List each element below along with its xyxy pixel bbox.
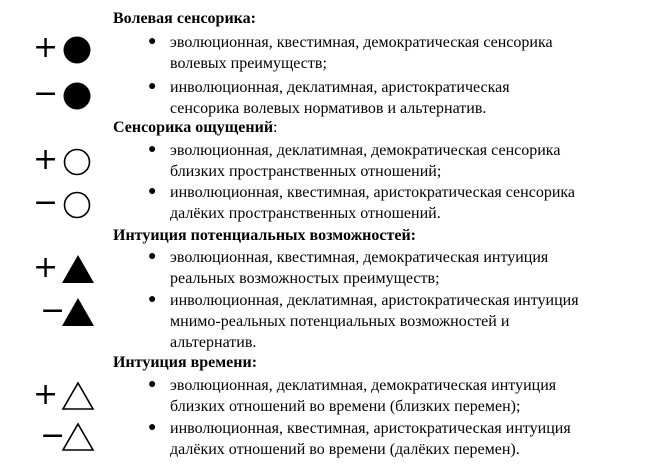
item-line: инволюционная, деклатимная, аристократическая интуиция bbox=[170, 292, 579, 309]
minus-sign: − bbox=[33, 76, 59, 111]
section-heading-sensorika-oshchushcheniy bbox=[113, 118, 278, 138]
plus-sign: + bbox=[33, 377, 59, 412]
minus-sign: − bbox=[40, 418, 66, 453]
item-line: близких пространственных отношений; bbox=[170, 163, 442, 180]
list-item bbox=[170, 140, 560, 182]
hollow-triangle-icon bbox=[60, 421, 96, 453]
list-item bbox=[170, 375, 556, 417]
item-line: инволюционная, деклатимная, аристократическая bbox=[170, 79, 510, 96]
section-heading-volevaya-sensorika bbox=[113, 9, 256, 29]
list-item bbox=[170, 247, 548, 289]
heading-text: Интуиция времени: bbox=[113, 354, 258, 371]
section-heading-intuitsiya-vremeni bbox=[113, 353, 257, 373]
list-item bbox=[170, 290, 579, 353]
filled-circle-icon bbox=[62, 35, 92, 65]
section-heading-intuitsiya-vozmozhnostey bbox=[113, 226, 416, 246]
heading-text: Сенсорика ощущений bbox=[113, 119, 274, 136]
heading-text: Интуиция потенциальных возможностей: bbox=[113, 227, 416, 244]
heading-colon: : bbox=[273, 119, 278, 136]
filled-circle-icon bbox=[62, 81, 92, 111]
list-item bbox=[170, 182, 575, 224]
plus-sign: + bbox=[33, 30, 59, 65]
item-line: эволюционная, деклатимная, демократическая интуиция bbox=[170, 377, 557, 394]
item-line: близких отношений во времени (близких перемен); bbox=[170, 398, 521, 415]
list-item bbox=[170, 77, 510, 119]
minus-sign: − bbox=[40, 293, 66, 328]
item-line: далёких отношений во времени (далёких перемен). bbox=[170, 441, 520, 458]
hollow-triangle-icon bbox=[60, 380, 96, 412]
bullet: ● bbox=[148, 377, 157, 392]
bullet: ● bbox=[148, 292, 157, 307]
bullet: ● bbox=[148, 79, 157, 94]
plus-sign: + bbox=[33, 142, 59, 177]
bullet: ● bbox=[148, 420, 157, 435]
item-line: далёких пространственных отношений. bbox=[170, 205, 441, 222]
item-line: сенсорика волевых нормативов и альтернатив. bbox=[170, 100, 487, 117]
plus-sign: + bbox=[33, 250, 59, 285]
item-line: реальных возможностых преимуществ; bbox=[170, 270, 440, 287]
bullet: ● bbox=[148, 34, 157, 49]
bullet: ● bbox=[148, 142, 157, 157]
item-line: альтернатив. bbox=[170, 334, 257, 351]
minus-sign: − bbox=[33, 185, 59, 220]
hollow-circle-icon bbox=[62, 190, 92, 220]
filled-triangle-icon bbox=[60, 253, 96, 285]
filled-triangle-icon bbox=[60, 296, 96, 328]
item-line: эволюционная, квестимная, демократическая сенсорика bbox=[170, 34, 553, 51]
item-line: мнимо-реальных потенциальных возможностей и bbox=[170, 313, 510, 330]
item-line: инволюционная, квестимная, аристократическая интуиция bbox=[170, 420, 571, 437]
list-item bbox=[170, 418, 571, 460]
bullet: ● bbox=[148, 184, 157, 199]
item-line: эволюционная, деклатимная, демократическая сенсорика bbox=[170, 142, 561, 159]
bullet: ● bbox=[148, 249, 157, 264]
item-line: волевых преимуществ; bbox=[170, 55, 327, 72]
item-line: инволюционная, квестимная, аристократическая сенсорика bbox=[170, 184, 576, 201]
list-item bbox=[170, 32, 553, 74]
hollow-circle-icon bbox=[62, 147, 92, 177]
heading-text: Волевая сенсорика: bbox=[113, 10, 256, 27]
item-line: эволюционная, квестимная, демократическая интуиция bbox=[170, 249, 549, 266]
